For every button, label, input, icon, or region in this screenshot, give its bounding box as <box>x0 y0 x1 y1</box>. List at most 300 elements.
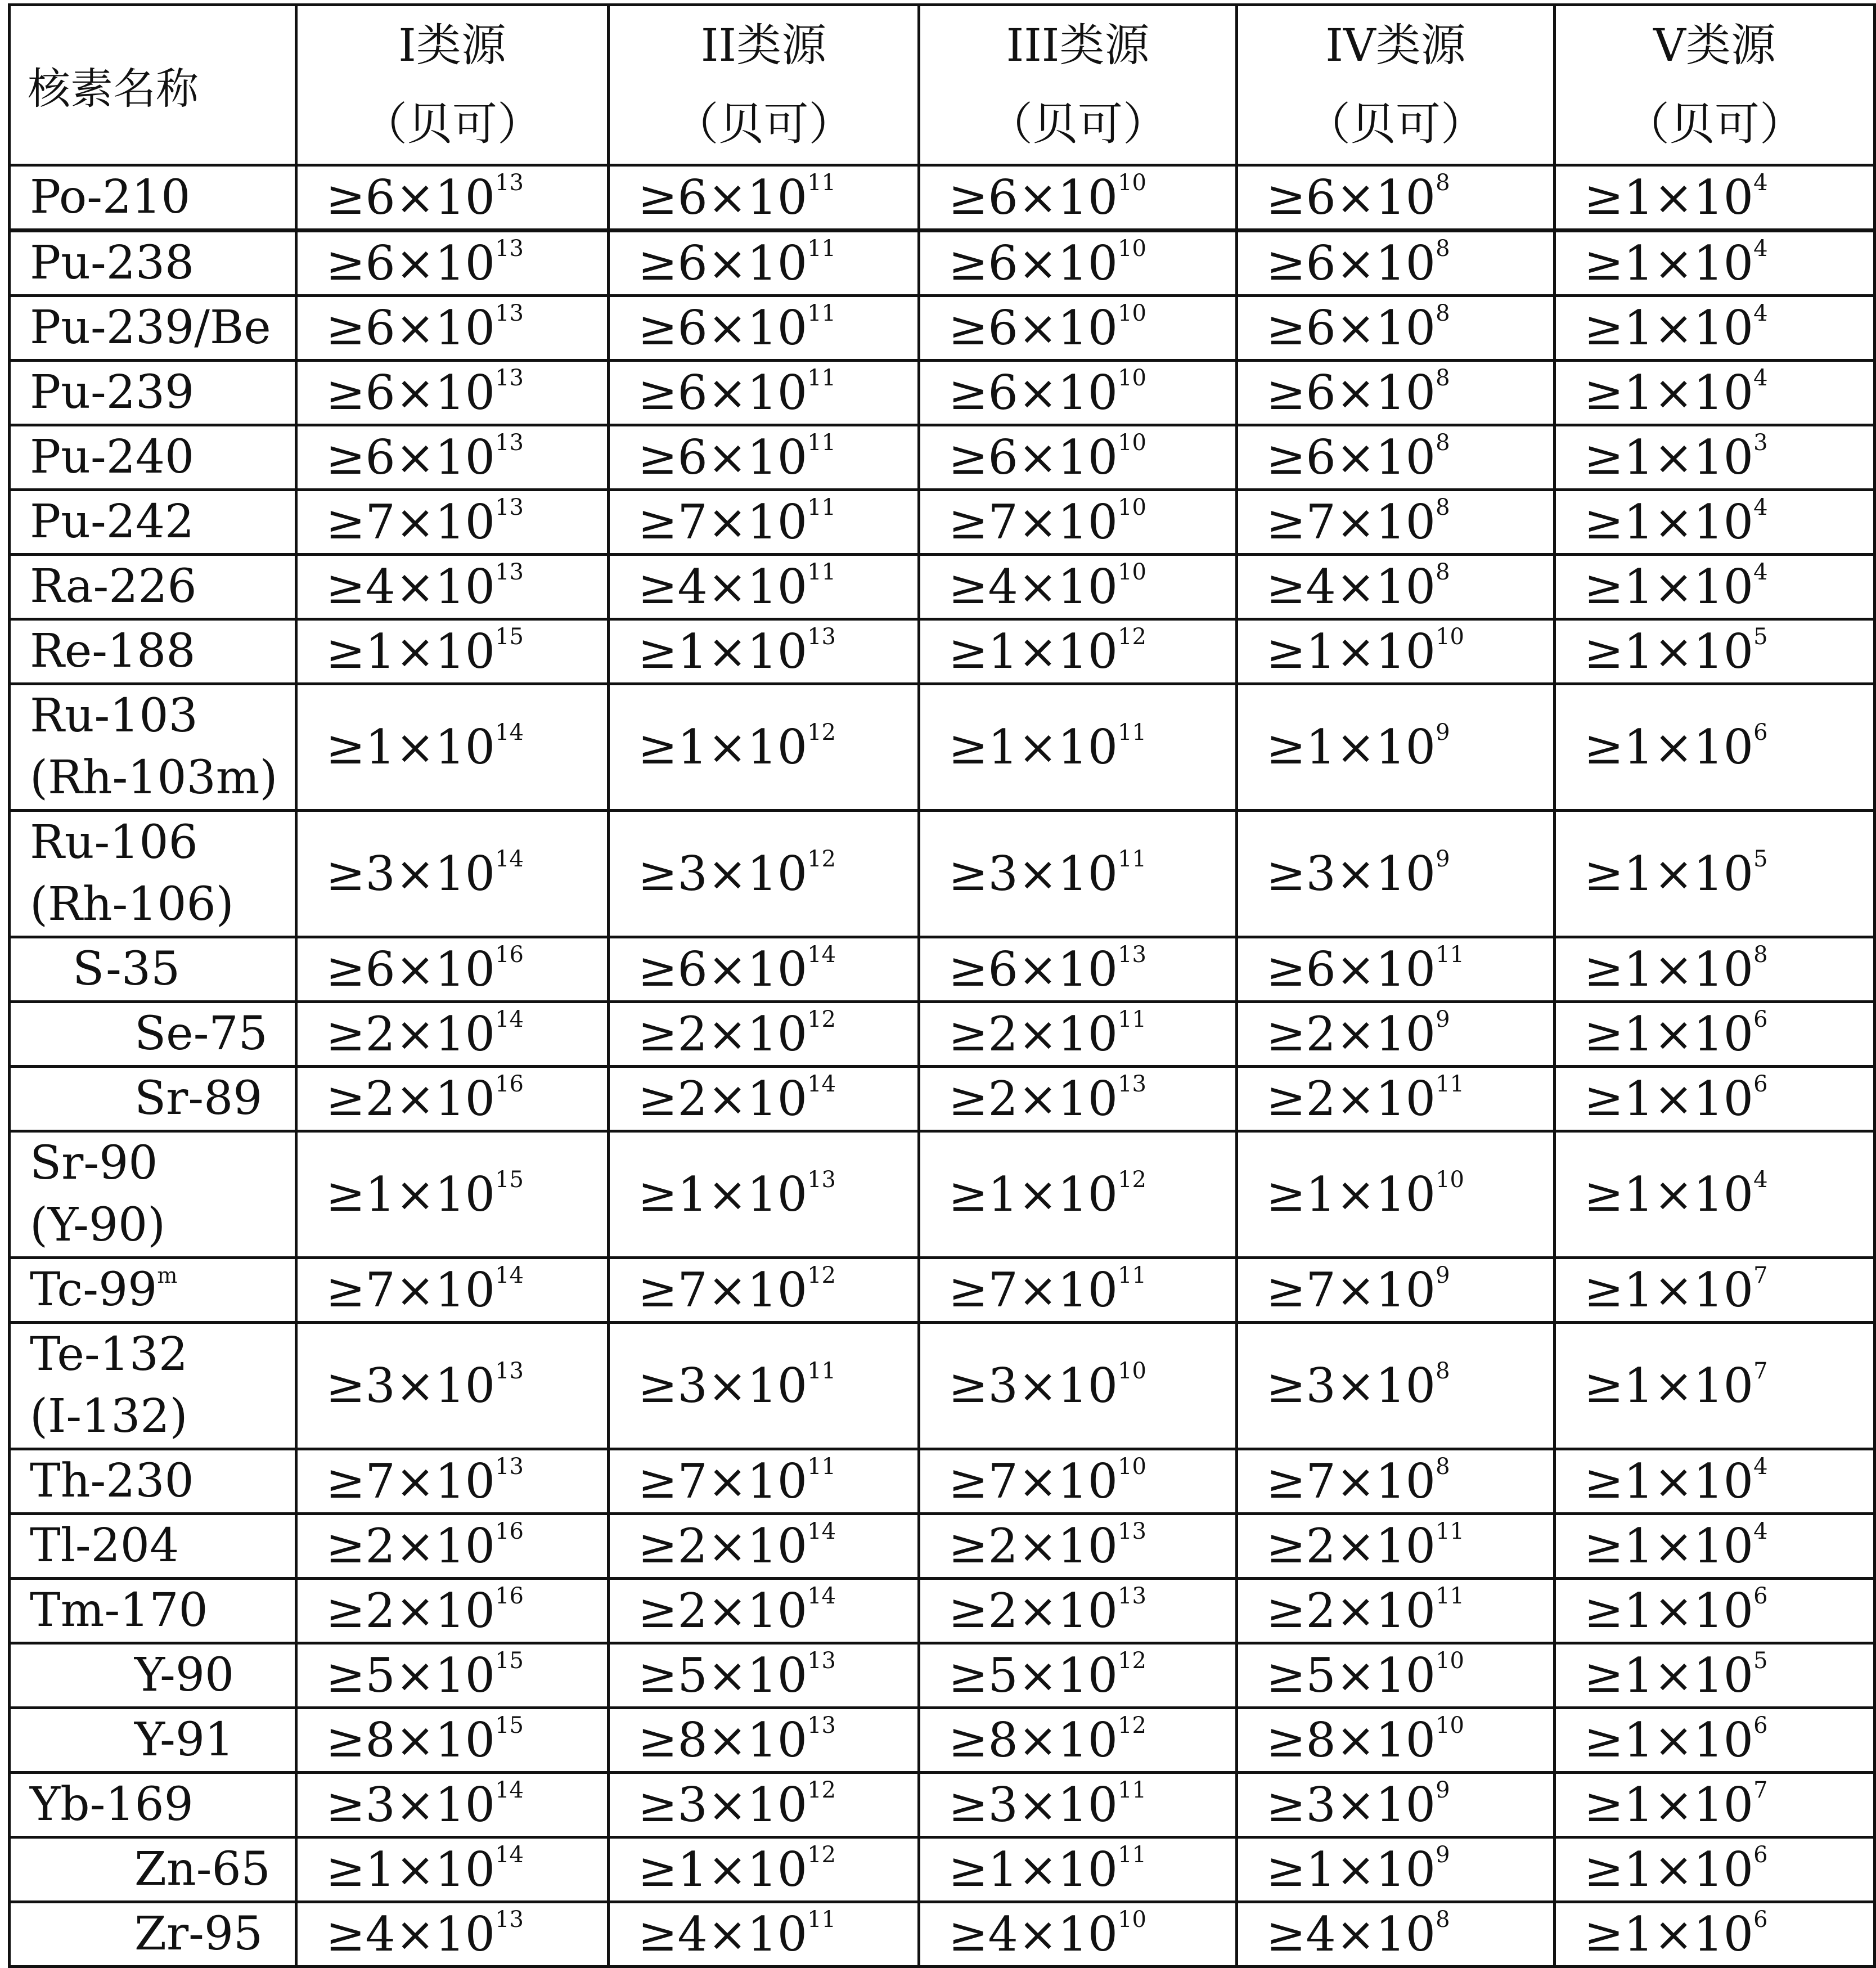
header-category-label: V类源 <box>1653 19 1776 71</box>
activity-mantissa: ≥6×10 <box>948 942 1118 997</box>
activity-exponent: 10 <box>1436 1167 1465 1193</box>
table-row <box>10 1323 1875 1449</box>
activity-exponent: 13 <box>495 365 524 391</box>
nuclide-daughter: (Rh-106) <box>30 878 234 931</box>
activity-mantissa: ≥3×10 <box>326 846 496 901</box>
activity-threshold-cell <box>296 1708 609 1773</box>
activity-mantissa: ≥4×10 <box>948 1907 1118 1962</box>
activity-threshold-cell <box>1555 1579 1875 1643</box>
activity-mantissa: ≥1×10 <box>1584 1583 1754 1638</box>
activity-threshold-cell <box>296 1773 609 1837</box>
table-row <box>10 1002 1875 1067</box>
activity-threshold-cell <box>609 1902 919 1967</box>
activity-mantissa: ≥1×10 <box>326 624 496 679</box>
activity-threshold-cell <box>1555 811 1875 937</box>
activity-mantissa: ≥1×10 <box>1584 1907 1754 1962</box>
nuclide-name: Pu-239 <box>30 366 195 419</box>
activity-mantissa: ≥6×10 <box>1266 365 1436 420</box>
nuclide-name: Zr-95 <box>134 1907 263 1961</box>
activity-threshold-cell <box>1237 937 1555 1002</box>
activity-threshold-cell <box>609 684 919 811</box>
nuclide-name-cell <box>10 1449 296 1514</box>
activity-mantissa: ≥6×10 <box>1266 236 1436 291</box>
activity-mantissa: ≥5×10 <box>638 1648 808 1703</box>
activity-threshold-cell <box>1555 1323 1875 1449</box>
activity-threshold-cell <box>296 1514 609 1579</box>
activity-mantissa: ≥3×10 <box>948 1777 1118 1832</box>
activity-threshold-cell <box>609 1837 919 1902</box>
activity-threshold-cell <box>919 619 1237 684</box>
activity-threshold-cell <box>609 296 919 361</box>
nuclide-name: Tc-99 <box>30 1263 158 1317</box>
table-row <box>10 165 1875 231</box>
activity-mantissa: ≥2×10 <box>638 1518 808 1574</box>
activity-threshold-cell <box>609 1258 919 1323</box>
activity-exponent: 14 <box>807 942 836 968</box>
activity-threshold-cell <box>1555 296 1875 361</box>
header-category-unit: （贝可） <box>673 98 854 150</box>
activity-mantissa: ≥3×10 <box>638 1777 808 1832</box>
header-category-3 <box>919 5 1237 165</box>
nuclide-daughter: (Y-90) <box>30 1198 166 1252</box>
activity-exponent: 11 <box>807 1907 836 1933</box>
activity-exponent: 10 <box>1118 1907 1147 1933</box>
activity-threshold-cell <box>1555 231 1875 296</box>
activity-exponent: 12 <box>1118 1648 1147 1674</box>
activity-exponent: 11 <box>1118 1262 1147 1288</box>
activity-mantissa: ≥1×10 <box>948 624 1118 679</box>
activity-threshold-cell <box>1555 1514 1875 1579</box>
header-category-1 <box>296 5 609 165</box>
activity-threshold-cell <box>919 1837 1237 1902</box>
activity-threshold-cell <box>296 231 609 296</box>
activity-mantissa: ≥8×10 <box>1266 1713 1436 1768</box>
activity-threshold-cell <box>1237 1002 1555 1067</box>
activity-threshold-cell <box>296 1837 609 1902</box>
activity-mantissa: ≥1×10 <box>1584 1648 1754 1703</box>
activity-exponent: 16 <box>495 1071 524 1097</box>
radionuclide-activity-table <box>8 3 1876 1968</box>
activity-exponent: 11 <box>1118 1007 1147 1032</box>
table-row <box>10 937 1875 1002</box>
activity-threshold-cell <box>1237 165 1555 231</box>
activity-threshold-cell <box>919 1258 1237 1323</box>
activity-threshold-cell <box>1555 1902 1875 1967</box>
activity-exponent: 11 <box>807 365 836 391</box>
activity-threshold-cell <box>609 1708 919 1773</box>
activity-mantissa: ≥2×10 <box>948 1007 1118 1062</box>
activity-threshold-cell <box>1237 1902 1555 1967</box>
activity-exponent: 4 <box>1753 1167 1768 1193</box>
activity-mantissa: ≥6×10 <box>326 942 496 997</box>
activity-exponent: 15 <box>495 1713 524 1738</box>
table-row <box>10 1579 1875 1643</box>
table-row <box>10 1131 1875 1258</box>
activity-threshold-cell <box>296 490 609 555</box>
nuclide-name-cell <box>10 1067 296 1131</box>
activity-exponent: 11 <box>807 170 836 196</box>
activity-threshold-cell <box>296 1323 609 1449</box>
activity-exponent: 12 <box>807 1842 836 1868</box>
activity-mantissa: ≥3×10 <box>1266 846 1436 901</box>
activity-mantissa: ≥7×10 <box>948 1454 1118 1509</box>
activity-mantissa: ≥6×10 <box>638 236 808 291</box>
activity-mantissa: ≥1×10 <box>1266 1842 1436 1897</box>
table-row <box>10 1258 1875 1323</box>
activity-mantissa: ≥1×10 <box>326 1167 496 1222</box>
table-row <box>10 231 1875 296</box>
activity-mantissa: ≥2×10 <box>1266 1583 1436 1638</box>
activity-threshold-cell <box>1555 361 1875 425</box>
activity-mantissa: ≥1×10 <box>638 624 808 679</box>
activity-mantissa: ≥1×10 <box>948 1167 1118 1222</box>
activity-threshold-cell <box>609 1131 919 1258</box>
table-row <box>10 1708 1875 1773</box>
activity-exponent: 11 <box>1118 1842 1147 1868</box>
activity-mantissa: ≥1×10 <box>326 720 496 775</box>
nuclide-name: Te-132 <box>30 1328 188 1381</box>
activity-exponent: 16 <box>495 942 524 968</box>
activity-threshold-cell <box>919 555 1237 619</box>
activity-threshold-cell <box>1237 296 1555 361</box>
activity-exponent: 5 <box>1753 1648 1768 1674</box>
table-body <box>10 165 1875 1967</box>
activity-threshold-cell <box>609 1067 919 1131</box>
nuclide-name-cell <box>10 811 296 937</box>
activity-mantissa: ≥1×10 <box>1584 365 1754 420</box>
activity-exponent: 16 <box>495 1518 524 1544</box>
activity-mantissa: ≥1×10 <box>1584 1358 1754 1413</box>
nuclide-name: Pu-240 <box>30 430 195 484</box>
activity-threshold-cell <box>1555 1131 1875 1258</box>
nuclide-name: Y-90 <box>134 1648 235 1702</box>
activity-exponent: 10 <box>1118 236 1147 262</box>
activity-mantissa: ≥1×10 <box>1266 624 1436 679</box>
activity-exponent: 4 <box>1753 236 1768 262</box>
activity-mantissa: ≥1×10 <box>1584 236 1754 291</box>
header-category-label: I类源 <box>398 19 506 71</box>
nuclide-name-cell <box>10 1323 296 1449</box>
activity-mantissa: ≥1×10 <box>1584 1071 1754 1126</box>
header-nuclide-name: 核素名称 <box>10 5 296 165</box>
activity-mantissa: ≥2×10 <box>326 1071 496 1126</box>
nuclide-name: Y-91 <box>134 1713 235 1767</box>
activity-threshold-cell <box>609 1514 919 1579</box>
activity-exponent: 8 <box>1436 1907 1450 1933</box>
activity-exponent: 6 <box>1753 1583 1768 1609</box>
activity-mantissa: ≥4×10 <box>948 559 1118 614</box>
activity-threshold-cell <box>1237 619 1555 684</box>
nuclide-name-cell <box>10 1002 296 1067</box>
activity-mantissa: ≥1×10 <box>1266 1167 1436 1222</box>
activity-threshold-cell <box>1237 490 1555 555</box>
activity-mantissa: ≥6×10 <box>326 300 496 356</box>
activity-exponent: 10 <box>1436 1713 1465 1738</box>
activity-mantissa: ≥5×10 <box>326 1648 496 1703</box>
activity-mantissa: ≥3×10 <box>638 1358 808 1413</box>
activity-exponent: 5 <box>1753 624 1768 650</box>
activity-threshold-cell <box>609 619 919 684</box>
activity-exponent: 8 <box>1436 236 1450 262</box>
activity-exponent: 13 <box>1118 1071 1147 1097</box>
activity-threshold-cell <box>296 1258 609 1323</box>
activity-threshold-cell <box>1237 1449 1555 1514</box>
activity-exponent: 4 <box>1753 1454 1768 1480</box>
activity-threshold-cell <box>919 425 1237 490</box>
activity-exponent: 11 <box>807 236 836 262</box>
activity-mantissa: ≥2×10 <box>1266 1007 1436 1062</box>
table-row <box>10 1773 1875 1837</box>
activity-threshold-cell <box>1555 1708 1875 1773</box>
nuclide-name-cell <box>10 165 296 231</box>
activity-threshold-cell <box>1555 684 1875 811</box>
activity-mantissa: ≥7×10 <box>638 495 808 550</box>
activity-exponent: 9 <box>1436 1007 1450 1032</box>
activity-threshold-cell <box>1237 1837 1555 1902</box>
activity-mantissa: ≥1×10 <box>1584 846 1754 901</box>
activity-threshold-cell <box>1237 1579 1555 1643</box>
activity-exponent: 10 <box>1118 559 1147 585</box>
activity-exponent: 16 <box>495 1583 524 1609</box>
activity-threshold-cell <box>609 490 919 555</box>
activity-mantissa: ≥4×10 <box>1266 559 1436 614</box>
activity-exponent: 13 <box>495 430 524 456</box>
nuclide-daughter: (I-132) <box>30 1390 188 1443</box>
activity-exponent: 13 <box>1118 1583 1147 1609</box>
activity-exponent: 4 <box>1753 170 1768 196</box>
header-category-label: IV类源 <box>1325 19 1466 71</box>
activity-mantissa: ≥1×10 <box>326 1842 496 1897</box>
header-category-unit: （贝可） <box>362 98 542 150</box>
activity-threshold-cell <box>1237 684 1555 811</box>
activity-threshold-cell <box>919 937 1237 1002</box>
activity-exponent: 12 <box>1118 624 1147 650</box>
nuclide-name-cell <box>10 1837 296 1902</box>
activity-threshold-cell <box>1555 1258 1875 1323</box>
activity-exponent: 11 <box>1118 1777 1147 1803</box>
nuclide-name-cell <box>10 684 296 811</box>
activity-mantissa: ≥6×10 <box>948 365 1118 420</box>
activity-mantissa: ≥7×10 <box>1266 495 1436 550</box>
activity-mantissa: ≥6×10 <box>948 170 1118 225</box>
activity-threshold-cell <box>1555 1449 1875 1514</box>
activity-mantissa: ≥6×10 <box>326 170 496 225</box>
activity-exponent: 12 <box>807 846 836 872</box>
activity-exponent: 4 <box>1753 1518 1768 1544</box>
activity-threshold-cell <box>1237 811 1555 937</box>
activity-exponent: 8 <box>1436 170 1450 196</box>
activity-threshold-cell <box>609 425 919 490</box>
activity-mantissa: ≥2×10 <box>638 1071 808 1126</box>
header-category-unit: （贝可） <box>1625 98 1805 150</box>
activity-exponent: 10 <box>1118 170 1147 196</box>
nuclide-name: Pu-239/Be <box>30 301 271 354</box>
activity-mantissa: ≥1×10 <box>638 1842 808 1897</box>
nuclide-name-cell <box>10 555 296 619</box>
nuclide-name-cell <box>10 1131 296 1258</box>
nuclide-name-cell <box>10 937 296 1002</box>
activity-threshold-cell <box>919 1708 1237 1773</box>
activity-exponent: 11 <box>807 495 836 520</box>
activity-mantissa: ≥6×10 <box>638 430 808 485</box>
activity-exponent: 11 <box>1436 1518 1465 1544</box>
activity-mantissa: ≥8×10 <box>638 1713 808 1768</box>
activity-exponent: 10 <box>1436 1648 1465 1674</box>
table-row <box>10 490 1875 555</box>
activity-mantissa: ≥8×10 <box>326 1713 496 1768</box>
activity-threshold-cell <box>296 619 609 684</box>
activity-exponent: 13 <box>807 1648 836 1674</box>
activity-exponent: 7 <box>1753 1358 1768 1384</box>
activity-mantissa: ≥2×10 <box>1266 1518 1436 1574</box>
activity-mantissa: ≥7×10 <box>638 1454 808 1509</box>
activity-threshold-cell <box>609 1773 919 1837</box>
nuclide-name-cell <box>10 1773 296 1837</box>
table-header-row <box>10 5 1875 165</box>
activity-mantissa: ≥6×10 <box>638 170 808 225</box>
nuclide-name-cell <box>10 1579 296 1643</box>
activity-mantissa: ≥3×10 <box>948 1358 1118 1413</box>
activity-exponent: 10 <box>1118 1454 1147 1480</box>
activity-threshold-cell <box>1237 361 1555 425</box>
activity-exponent: 11 <box>1436 1583 1465 1609</box>
activity-mantissa: ≥5×10 <box>1266 1648 1436 1703</box>
activity-threshold-cell <box>919 490 1237 555</box>
activity-mantissa: ≥7×10 <box>948 495 1118 550</box>
activity-mantissa: ≥3×10 <box>1266 1358 1436 1413</box>
activity-mantissa: ≥2×10 <box>326 1518 496 1574</box>
activity-mantissa: ≥1×10 <box>1584 942 1754 997</box>
activity-threshold-cell <box>919 296 1237 361</box>
activity-mantissa: ≥4×10 <box>638 1907 808 1962</box>
nuclide-name: Tm-170 <box>30 1584 208 1637</box>
activity-exponent: 5 <box>1753 846 1768 872</box>
activity-mantissa: ≥1×10 <box>948 720 1118 775</box>
activity-exponent: 12 <box>807 1777 836 1803</box>
activity-exponent: 11 <box>807 1454 836 1480</box>
header-category-unit: （贝可） <box>988 98 1168 150</box>
activity-threshold-cell <box>919 361 1237 425</box>
activity-mantissa: ≥8×10 <box>948 1713 1118 1768</box>
activity-threshold-cell <box>296 1131 609 1258</box>
nuclide-name-cell <box>10 490 296 555</box>
activity-exponent: 13 <box>807 1713 836 1738</box>
activity-threshold-cell <box>1555 1002 1875 1067</box>
activity-threshold-cell <box>1237 1708 1555 1773</box>
activity-mantissa: ≥6×10 <box>948 300 1118 356</box>
activity-exponent: 10 <box>1118 365 1147 391</box>
activity-threshold-cell <box>1237 1643 1555 1708</box>
activity-mantissa: ≥3×10 <box>948 846 1118 901</box>
activity-exponent: 4 <box>1753 300 1768 326</box>
activity-mantissa: ≥1×10 <box>1266 720 1436 775</box>
activity-mantissa: ≥2×10 <box>638 1583 808 1638</box>
activity-mantissa: ≥1×10 <box>1584 1713 1754 1768</box>
activity-exponent: 13 <box>495 300 524 326</box>
activity-threshold-cell <box>919 1643 1237 1708</box>
activity-threshold-cell <box>1555 490 1875 555</box>
nuclide-name-cell <box>10 1708 296 1773</box>
activity-mantissa: ≥1×10 <box>638 1167 808 1222</box>
activity-mantissa: ≥6×10 <box>1266 430 1436 485</box>
activity-exponent: 13 <box>495 495 524 520</box>
activity-threshold-cell <box>296 937 609 1002</box>
header-category-label: III类源 <box>1006 19 1150 71</box>
header-category-4 <box>1237 5 1555 165</box>
activity-threshold-cell <box>1237 1514 1555 1579</box>
activity-exponent: 10 <box>1118 300 1147 326</box>
table-row <box>10 619 1875 684</box>
nuclide-name: Th-230 <box>30 1454 194 1508</box>
activity-threshold-cell <box>919 165 1237 231</box>
activity-threshold-cell <box>919 1067 1237 1131</box>
nuclide-name: Po-210 <box>30 170 191 224</box>
activity-exponent: 6 <box>1753 1007 1768 1032</box>
activity-threshold-cell <box>919 684 1237 811</box>
activity-exponent: 15 <box>495 624 524 650</box>
activity-threshold-cell <box>1237 1067 1555 1131</box>
activity-mantissa: ≥4×10 <box>326 1907 496 1962</box>
nuclide-name: Yb-169 <box>30 1778 194 1831</box>
activity-exponent: 8 <box>1436 430 1450 456</box>
activity-exponent: 12 <box>807 1007 836 1032</box>
activity-threshold-cell <box>1237 425 1555 490</box>
activity-threshold-cell <box>919 1514 1237 1579</box>
activity-exponent: 13 <box>807 624 836 650</box>
activity-exponent: 4 <box>1753 365 1768 391</box>
nuclide-name-cell <box>10 1643 296 1708</box>
activity-mantissa: ≥1×10 <box>1584 495 1754 550</box>
activity-threshold-cell <box>1555 165 1875 231</box>
nuclide-name: Ru-106 <box>30 816 198 869</box>
activity-exponent: 13 <box>1118 942 1147 968</box>
nuclide-name-cell <box>10 425 296 490</box>
activity-threshold-cell <box>296 1579 609 1643</box>
activity-exponent: 8 <box>1753 942 1768 968</box>
activity-exponent: 6 <box>1753 1713 1768 1738</box>
activity-exponent: 10 <box>1436 624 1465 650</box>
activity-mantissa: ≥1×10 <box>1584 430 1754 485</box>
activity-exponent: 9 <box>1436 1842 1450 1868</box>
activity-threshold-cell <box>1555 619 1875 684</box>
nuclide-name: Se-75 <box>134 1007 268 1061</box>
activity-threshold-cell <box>1555 425 1875 490</box>
activity-mantissa: ≥2×10 <box>948 1583 1118 1638</box>
activity-threshold-cell <box>296 1002 609 1067</box>
activity-threshold-cell <box>296 1902 609 1967</box>
activity-threshold-cell <box>609 1002 919 1067</box>
activity-exponent: 3 <box>1753 430 1768 456</box>
activity-exponent: 9 <box>1436 846 1450 872</box>
activity-threshold-cell <box>919 1579 1237 1643</box>
activity-exponent: 8 <box>1436 300 1450 326</box>
activity-exponent: 6 <box>1753 720 1768 745</box>
nuclide-name: Ru-103 <box>30 689 198 743</box>
activity-exponent: 14 <box>495 1777 524 1803</box>
activity-mantissa: ≥4×10 <box>638 559 808 614</box>
nuclide-metastable-marker: m <box>157 1263 178 1288</box>
table-row <box>10 361 1875 425</box>
table-row <box>10 296 1875 361</box>
activity-exponent: 4 <box>1753 559 1768 585</box>
activity-threshold-cell <box>609 555 919 619</box>
table-row <box>10 1837 1875 1902</box>
activity-mantissa: ≥2×10 <box>948 1518 1118 1574</box>
activity-threshold-cell <box>609 1449 919 1514</box>
nuclide-name: Ra-226 <box>30 560 197 613</box>
activity-mantissa: ≥6×10 <box>326 365 496 420</box>
table-row <box>10 555 1875 619</box>
